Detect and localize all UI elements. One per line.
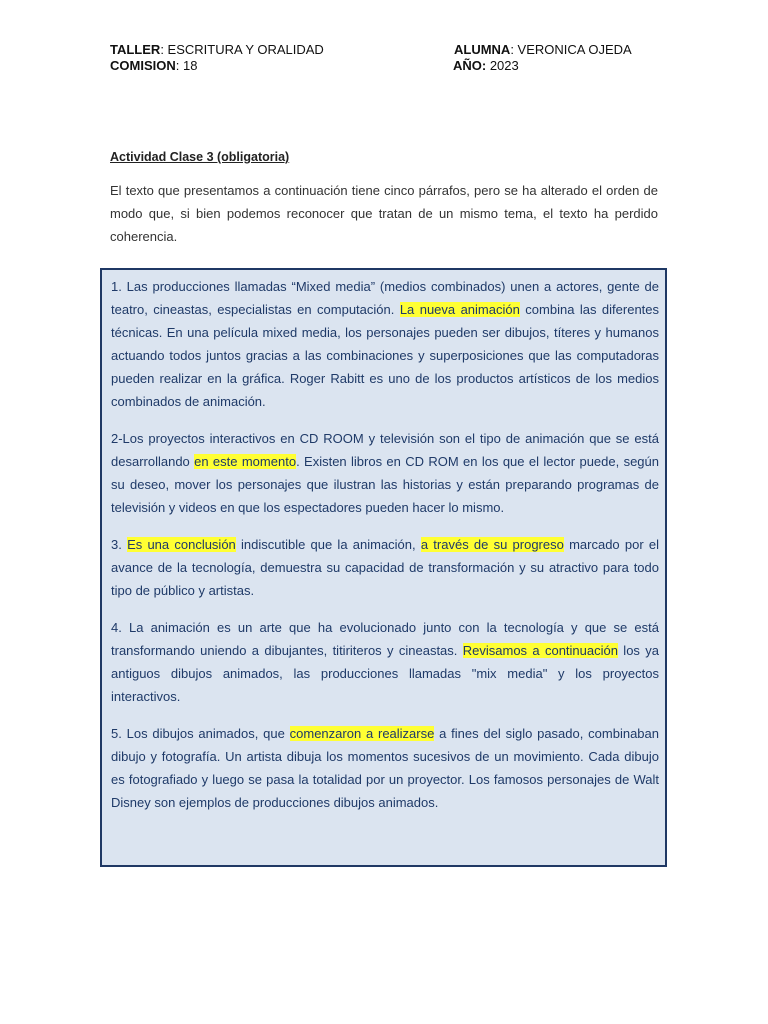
highlighted-connector: Es una conclusión: [127, 537, 236, 552]
taller-label: TALLER: [110, 42, 161, 57]
anio-value: 2023: [486, 58, 519, 73]
alumna-field: [454, 42, 632, 58]
paragraph-text: 5. Los dibujos animados, que: [111, 726, 290, 741]
header-row-1: [110, 42, 670, 58]
alumna-value: : VERONICA OJEDA: [510, 42, 632, 57]
header-row-2: [110, 58, 670, 74]
comision-value: : 18: [175, 58, 198, 73]
alumna-label: ALUMNA: [454, 42, 511, 57]
intro-paragraph: El texto que presentamos a continuación tiene cinco párrafos, pero se ha alterado el orden de modo que, si bien podemos reconocer que tratan de un mismo tema, el texto ha perdido coherencia.: [110, 183, 658, 244]
paragraph-text: . Existen libros en CD ROM en los que el lector puede, según su deseo, mover los personajes que ilustran las historias y están preparando programas de televisión y videos en que los espectadores pueden hacer lo mismo.: [111, 454, 659, 515]
paragraphs-box-content: [111, 275, 659, 828]
highlighted-connector: en este momento: [194, 454, 297, 469]
paragraph-text: 3.: [111, 537, 128, 552]
paragraph-1: [111, 275, 659, 413]
document-header: [110, 42, 670, 74]
comision-label: COMISION: [110, 58, 176, 73]
paragraph-text: indiscutible que la animación,: [235, 537, 421, 552]
anio-label: AÑO:: [453, 58, 487, 73]
comision-field: [110, 58, 197, 74]
paragraph-text: los ya antiguos dibujos animados, las producciones llamadas "mix media" y los proyectos interactivos.: [111, 643, 660, 704]
paragraph-text: a fines del siglo pasado, combinaban dibujo y fotografía. Un artista dibuja los momentos sucesivos de un movimiento. Cada dibujo es fotografiado y luego se pasa la totalidad por un proyector. Los famosos personajes de Walt Disney son ejemplos de producciones dibujos animados.: [111, 726, 659, 810]
paragraph-text: marcado por el avance de la tecnología, demuestra su capacidad de transformación y su atractivo para todo tipo de público y artistas.: [111, 537, 659, 598]
paragraph-2: [111, 427, 659, 519]
paragraph-text: 4. La animación es un arte que ha evolucionado junto con la tecnología y que se está transformando uniendo a dibujantes, titiriteros y cineastas.: [111, 620, 659, 658]
paragraph-text: 2-Los proyectos interactivos en CD ROOM y televisión son el tipo de animación que se está desarrollando: [111, 431, 659, 469]
paragraph-3: [111, 533, 659, 602]
highlighted-connector: Revisamos a continuación: [462, 643, 618, 658]
paragraphs-box: [100, 268, 667, 867]
highlighted-connector: a través de su progreso: [420, 537, 564, 552]
paragraph-text: combina las diferentes técnicas. En una película mixed media, los personajes pueden ser dibujos, títeres y humanos actuando todos juntos gracias a las combinaciones y superposiciones que las computadoras pueden realizar en la gráfica. Roger Rabitt es uno de los productos artísticos de los medios combinados de animación.: [111, 302, 660, 409]
paragraph-5: [111, 722, 659, 814]
paragraph-4: [111, 616, 659, 708]
highlighted-connector: La nueva animación: [399, 302, 520, 317]
highlighted-connector: comenzaron a realizarse: [289, 726, 435, 741]
activity-title: Actividad Clase 3 (obligatoria): [110, 150, 290, 164]
taller-field: [110, 42, 324, 58]
paragraph-text: 1. Las producciones llamadas “Mixed media” (medios combinados) unen a actores, gente de teatro, cineastas, especialistas en computación.: [111, 279, 659, 317]
anio-field: [453, 58, 519, 74]
taller-value: : ESCRITURA Y ORALIDAD: [160, 42, 324, 57]
